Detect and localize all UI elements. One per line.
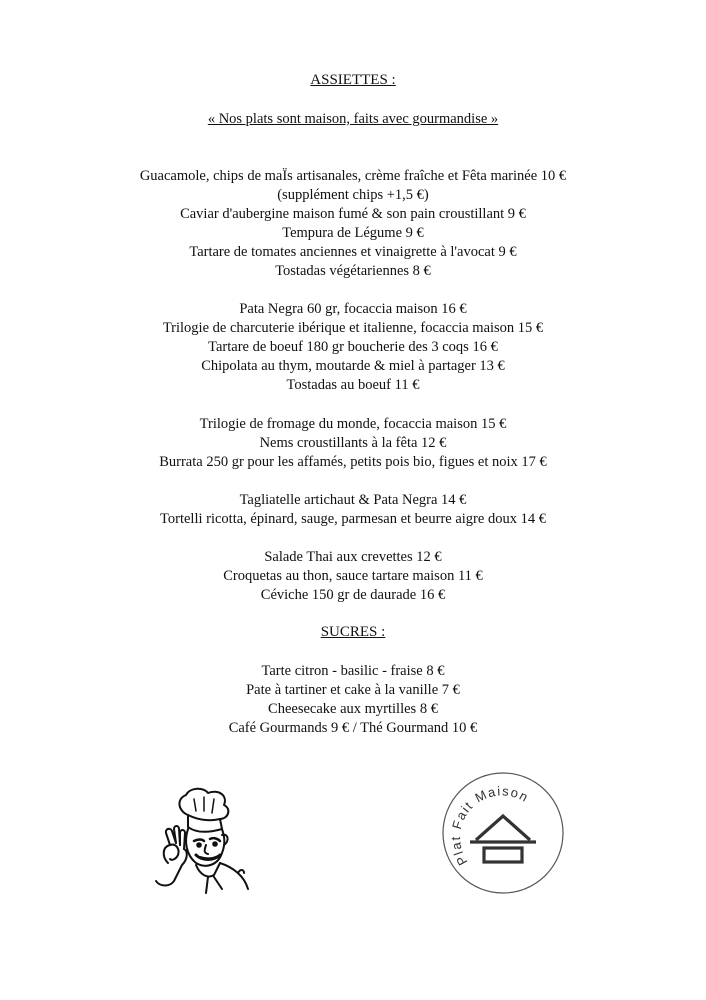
dessert-item: Cheesecake aux myrtilles 8 €: [268, 701, 438, 717]
menu-item-note: (supplément chips +1,5 €): [277, 187, 429, 203]
house-icon: [470, 816, 536, 862]
dessert-item: Pate à tartiner et cake à la vanille 7 €: [246, 682, 460, 698]
section-vegetarian: [0, 167, 706, 281]
fait-maison-stamp: [440, 770, 566, 896]
menu-item: Burrata 250 gr pour les affamés, petits pois bio, figues et noix 17 €: [159, 454, 547, 470]
menu-item: Guacamole, chips de maÏs artisanales, crème fraîche et Fêta marinée 10 €: [139, 168, 567, 184]
menu-item: Tartare de tomates anciennes et vinaigrette à l'avocat 9 €: [189, 244, 517, 260]
dessert-item: Tarte citron - basilic - fraise 8 €: [261, 663, 445, 679]
section-cheese: [0, 415, 706, 472]
menu-item: Tagliatelle artichaut & Pata Negra 14 €: [239, 492, 467, 508]
menu-item: Salade Thai aux crevettes 12 €: [264, 549, 442, 565]
section-seafood: [0, 548, 706, 605]
menu-item: Tostadas au boeuf 11 €: [286, 377, 420, 393]
menu-item: Tortelli ricotta, épinard, sauge, parmesan et beurre aigre doux 14 €: [160, 511, 546, 527]
menu-item: Trilogie de fromage du monde, focaccia maison 15 €: [199, 416, 507, 432]
stamp-text: Plat Fait Maison: [448, 783, 532, 869]
menu-item: Caviar d'aubergine maison fumé & son pain croustillant 9 €: [180, 206, 526, 222]
sucres-heading: SUCRES :: [320, 624, 386, 640]
tagline: « Nos plats sont maison, faits avec gourmandise »: [207, 111, 499, 127]
menu-item: Tempura de Légume 9 €: [282, 225, 424, 241]
assiettes-heading: ASSIETTES :: [310, 72, 396, 88]
menu-item: Pata Negra 60 gr, focaccia maison 16 €: [239, 301, 467, 317]
menu-item: Trilogie de charcuterie ibérique et italienne, focaccia maison 15 €: [162, 320, 544, 336]
menu-item: Tartare de boeuf 180 gr boucherie des 3 coqs 16 €: [208, 339, 498, 355]
menu-item: Croquetas au thon, sauce tartare maison 11 €: [223, 568, 483, 584]
menu-item: Nems croustillants à la fêta 12 €: [259, 435, 447, 451]
chef-illustration: [148, 785, 256, 895]
menu-item: Céviche 150 gr de daurade 16 €: [260, 587, 446, 603]
menu-item: Tostadas végétariennes 8 €: [275, 263, 431, 279]
dessert-item: Café Gourmands 9 € / Thé Gourmand 10 €: [228, 720, 478, 736]
section-meat: [0, 300, 706, 395]
section-desserts: [0, 662, 706, 738]
menu-item: Chipolata au thym, moutarde & miel à partager 13 €: [201, 358, 505, 374]
section-pasta: [0, 491, 706, 529]
